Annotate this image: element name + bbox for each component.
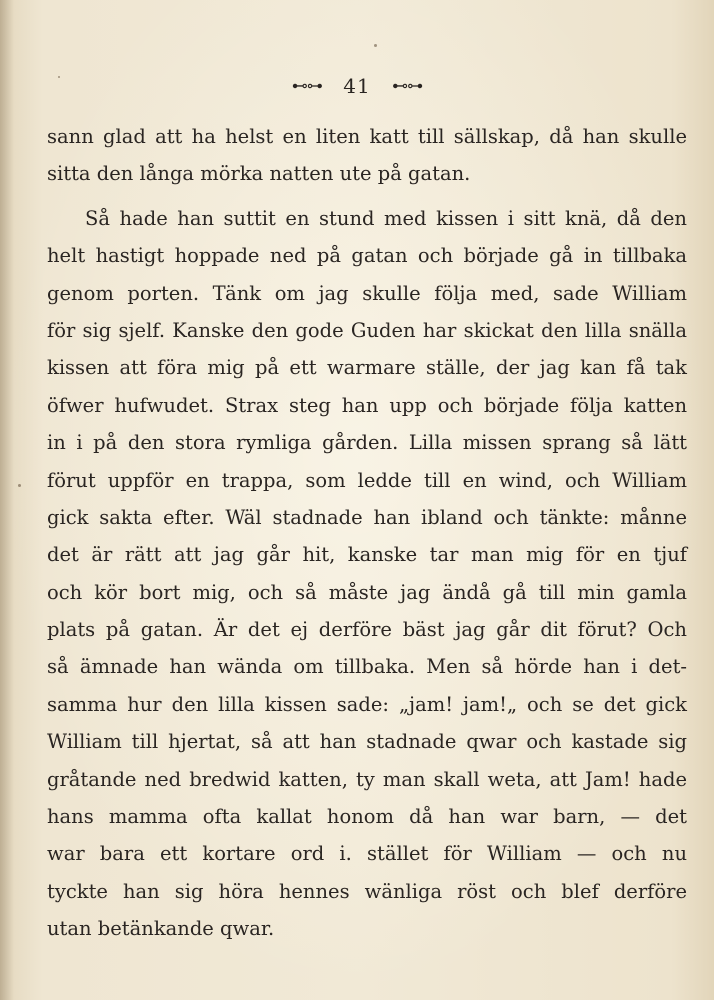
text-line: kissen att föra mig på ett warmare ställe, der jag kan få tak	[47, 356, 687, 380]
paper-fleck	[18, 484, 21, 487]
text-line: för sig sjelf. Kanske den gode Guden har skickat den lilla snälla	[47, 318, 687, 342]
page-edge-shadow	[0, 0, 14, 1000]
text-line: tyckte han sig höra hennes wänliga röst och blef derföre	[47, 879, 687, 903]
text-line: plats på gatan. Är det ej derföre bäst jag går dit förut? Och	[47, 618, 687, 642]
text-line: war bara ett kortare ord i. stället för William — och nu	[47, 842, 687, 866]
paper-fleck	[374, 44, 377, 47]
ornament-right: ⊷⊶	[392, 76, 423, 95]
ornament-left: ⊷⊶	[291, 76, 322, 95]
text-line: sann glad att ha helst en liten katt till sällskap, då han skulle	[47, 125, 687, 148]
paragraph-2	[47, 200, 687, 948]
page-number: 41	[343, 74, 371, 98]
text-line: William till hjertat, så att han stadnade qwar och kastade sig	[47, 730, 687, 754]
text-line: och kör bort mig, och så måste jag ändå gå till min gamla	[47, 580, 687, 604]
paragraph-1	[47, 118, 687, 193]
text-line: sitta den långa mörka natten ute på gatan.	[47, 162, 471, 186]
text-line: samma hur den lilla kissen sade: „jam! jam!„ och se det gick	[47, 692, 687, 716]
text-line: förut uppför en trappa, som ledde till en wind, och William	[47, 468, 687, 492]
text-line: Så hade han suttit en stund med kissen i sitt knä, då den	[85, 206, 687, 230]
text-line: helt hastigt hoppade ned på gatan och började gå in tillbaka	[47, 244, 687, 268]
text-line: gick sakta efter. Wäl stadnade han ibland och tänkte: månne	[47, 505, 687, 529]
paper-fleck	[58, 76, 60, 78]
text-line: det är rätt att jag går hit, kanske tar man mig för en tjuf	[47, 543, 687, 567]
text-line: utan betänkande qwar.	[47, 917, 275, 941]
text-line: hans mamma ofta kallat honom då han war barn, — det	[47, 805, 687, 829]
text-line: genom porten. Tänk om jag skulle följa med, sade William	[47, 281, 687, 305]
text-line: så ämnade han wända om tillbaka. Men så hörde han i det-	[47, 655, 687, 679]
body-text	[47, 118, 687, 948]
text-line: in i på den stora rymliga gården. Lilla missen sprang så lätt	[47, 431, 687, 455]
text-line: öfwer hufwudet. Strax steg han upp och började följa katten	[47, 393, 687, 417]
text-line: gråtande ned bredwid katten, ty man skall weta, att Jam! hade	[47, 767, 687, 791]
page-header	[0, 74, 714, 98]
